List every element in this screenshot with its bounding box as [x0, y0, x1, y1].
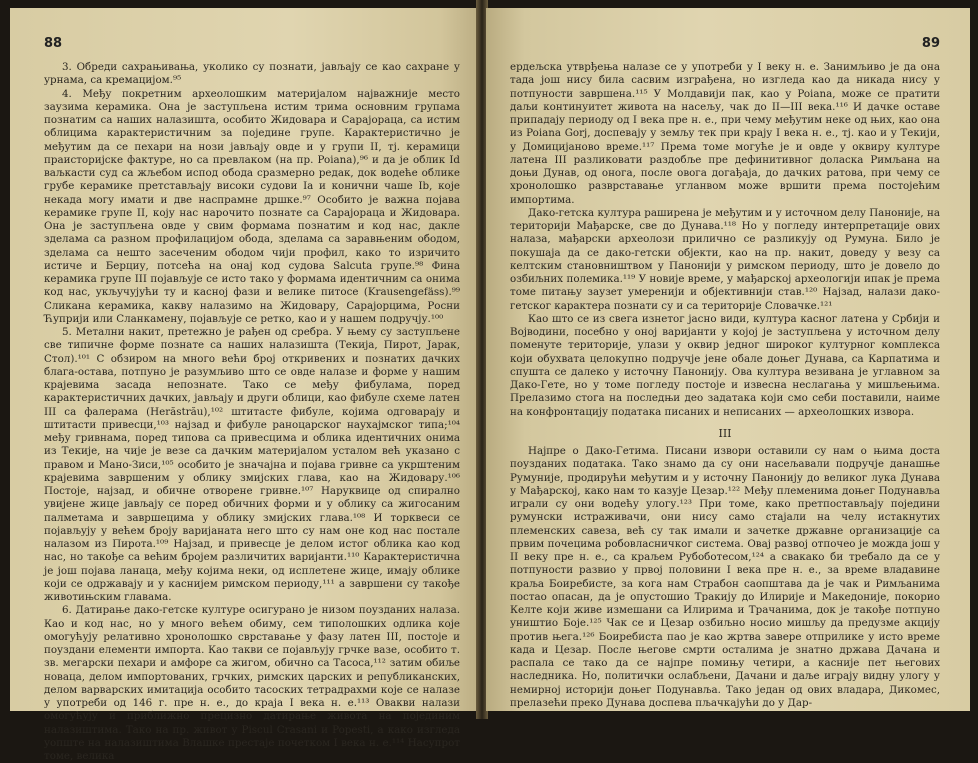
- left-page-text: [44, 61, 460, 763]
- paragraph: 4. Међу покретним археолошким материјалом најважније место заузима керамика. Она је заступљена истим трима основним групама познатим са наших налазишта, особито Жидовара и Сарајораца, са истим облицима карактеристичним за поједине групе. Карактеристично је међутим да се пехари на нози јављају овде и у групи II, тј. керамици праисторијске фактуре, но са превлаком (на пр. Poiana),⁹⁶ и да је облик Id ваљкасти суд са жљебом испод обода сразмерно редак, док водеће облике грубе керамике претстављају високи судови Ia и конични чаше Ib, које некада могу имати и две наспрамне дршке.⁹⁷ Особито је важна појава керамике групе II, коју нас нарочито познате са Сарајораца и Жидовара. Она је заступљена овде у свим формама познатим и код нас, дакле зделама са разном профилацијом обода, зделама са заравњеним ободом, зделама са нешто засеченим ободом чији профил, како то изричито истиче и Берциу, потсећа на онај код судова Salcuta групе.⁹⁸ Фина керамика групе III појављује се исто тако у формама идентичним са онима код нас, укључујући ту и касној фази и велике питосе (Krausengefäss).⁹⁹ Сликана керамика, какву налазимо на Жидовару, Сарајорцима, Росни Ћуприји или Сланкамену, појављује се ретко, као и у нашем подручју.¹⁰⁰: [44, 87, 460, 325]
- paragraph: Најпре о Дако-Гетима. Писани извори оставили су нам о њима доста поузданих података. Тако знамо да су они насељавали подручје данашње Румуније, продирући међутим и у источну Панонију до великог лука Дунава у Мађарској, како нам то казује Цезар.¹²² Међу племенима доњег Подунавља играли су они водећу улогу.¹²³ При томе, како претпостављају поједини румунски истраживачи, они нису само стајали на челу истакнутих племенских савеза, већ су так имали и зачетке државне организације са првим почецима робовласничког система. Овај развој отпочео је можда још у II веку пре н. е., са краљем Рубоботесом,¹²⁴ а свакако би требало да се у потпуности развио у првој половини I века пре н. е., за време владавине краља Боиребисте, за кога нам Страбон саопштава да је чак и Римљанима постао опасан, да је опустошио Тракију до Илирије и Македоније, покорио Келте који живе измешани са Илирима и Трачанима, док је такође потпуно уништио Боје.¹²⁵ Чак се и Цезар озбиљно носио мишљу да предузме акцију против њега.¹²⁶ Боиребиста пао је као жртва завере отприлике у исто време када и Цезар. После његове смрти осталима је знатно држава Дачана и распала се тако да се најпре помињу четири, а касније пет његових наследника. Но, политички ослабљени, Дачани и даље играју видну улогу у немирној историји доњег Подунавља. Тако један од ових владара, Дикомес, прелазећи преко Дунава доспева пљачкајући до у Дар-: [510, 445, 940, 709]
- right-page: [486, 8, 970, 711]
- right-page-text: [510, 61, 940, 710]
- section-heading: III: [718, 426, 732, 440]
- paragraph: 6. Датирање дако-гетске културе осигурано је низом поузданих налаза. Као и код нас, но у много већем обиму, сем типолошких одлика које омогућују релативно хронолошко сврставање у фазу латен III, постоје и поуздани елементи импорта. Као такви се појављују грчке вазе, особито т. зв. мегарски пехари и амфоре са жигом, обично са Тасоса,¹¹² затим обиље новаца, делом импортованих, грчких, римских царских и републиканских, делом варварских имитација особито тасоских тетрадрахми које се налазе у употреби од 146 г. пре н. е., до краја I века н. е.¹¹³ Овакви налази омогућују и приближно прецизно датирање живота на појединим налазиштима. Тако на пр. живот у Piscul Crasani и Popesti, а како изгледа уопште на налазиштима Влашке престаје почетком I века н. е.¹¹⁴ Насупрот томе, велика: [44, 604, 460, 762]
- paragraph: ердељска утврђења налазе се у употреби у I веку н. е. Занимљиво је да она тада још нису била сасвим изграђена, но изгледа као да никада нису у потпуности завршена.¹¹⁵ У Молдавији пак, као у Poiana, може се пратити даљи континуитет живота на насељу, чак до II—III века.¹¹⁶ И дачке оставе припадају периоду од I века пре н. е., при чему међутим неке од њих, као она из Poiana Gorj, доспевају у земљу тек при крају I века н. е., тј. као и у Текији, у Домицијаново време.¹¹⁷ Према томе могуће је и овде у оквиру културе латена III разликовати раздобље пре дефинитивног доласка Римљана на доњи Дунав, од онога, после овога догађаја, до дачких ратова, при чему се хронолошко разврставање угланвом може вршити према постојећим импортима.: [510, 61, 940, 206]
- left-page: [10, 8, 478, 762]
- paragraph: 3. Обреди сахрањивања, уколико су познати, јављају се као сахране у урнама, са кремацијом.⁹⁵: [44, 61, 460, 87]
- paragraph: Као што се из свега изнетог јасно види, култура касног латена у Србији и Војводини, посебно у оној варијанти у којој је заступљена у источном делу поменуте територије, улази у оквир једног широког културног комплекса који обухвата целокупно подручје јене обале доњег Дунава, са Карпатима и спушта се далеко у источну Панонију. Ова култура везивана је углавном за Дако-Гете, но у томе погледу постоје и извесна неслагања у мишљењима. Прелазимо стога на последњи део задатака који смо себи поставили, наиме на конфронтацију података писаних и неписаних — археолошких извора.: [510, 312, 940, 418]
- paragraph: 5. Метални накит, претежно је рађен од сребра. У њему су заступљене све типичне форме познате са наших налазишта (Текија, Пирот, Јарак, Стол).¹⁰¹ С обзиром на много већи број откривених и познатих дачких блага-остава, потпуно је разумљиво што се овде налазе и форме у нашим крајевима засада непознате. Тако се међу фибулама, поред карактеристичних дачких, јављају и други облици, као фибуле схеме латен III са фалерама (Herăstrău),¹⁰² штитасте фибуле, којима одговарају и штитасти привесци,¹⁰³ најзад и фибуле раноцарског наухајмског типа;¹⁰⁴ међу гривнама, поред типова са привесцима и облика идентичних онима из Текије, на чије је везе са дачким материјалом усталом већ указано с правом и Мано-Зиси,¹⁰⁵ особито је значајна и појава гривне са укрштеним крајевима завршеним у облику змијских глава, као на Жидовару.¹⁰⁶ Постоје, најзад, и обичне отворене гривне.¹⁰⁷ Наруквице од спирално увијене жице јављају се поред обичних форми и у облику са жигосаним палметама и завршецима у облику змијских глава.¹⁰⁸ И торквеси се појављују у већем броју варијаната него што су нам оне код нас постале налазом из Пирота.¹⁰⁹ Најзад, и привесце је делом истог облика као код нас, но такође са већим бројем различитих варијанти.¹¹⁰ Карактеристична је још појава ланаца, међу којима неки, од исплетене жице, имају облике који се одржавају и у каснијем римском периоду,¹¹¹ а завршени су такође животињским главама.: [44, 326, 460, 603]
- page-number-right: 89: [921, 36, 940, 51]
- page-number-left: 88: [44, 36, 63, 51]
- paragraph: Дако-гетска култура раширена је међутим и у источном делу Паноније, на територији Мађарске, све до Дунава.¹¹⁸ Но у погледу интерпретације ових налаза, мађарски археолози прилично се разликују од Румуна. Било је покушаја да се дако-гетски објекти, као на пр. накит, доведу у везу са келтским становништвом у Панонији у римском периоду, што је довело до озбиљних полемика.¹¹⁹ У новије време, у мађарској археологији ипак је према томе питању заузет умеренији и објективнији став.¹²⁰ Најзад, налази дако-гетског карактера познати су и са територије Словачке.¹²¹: [510, 206, 940, 312]
